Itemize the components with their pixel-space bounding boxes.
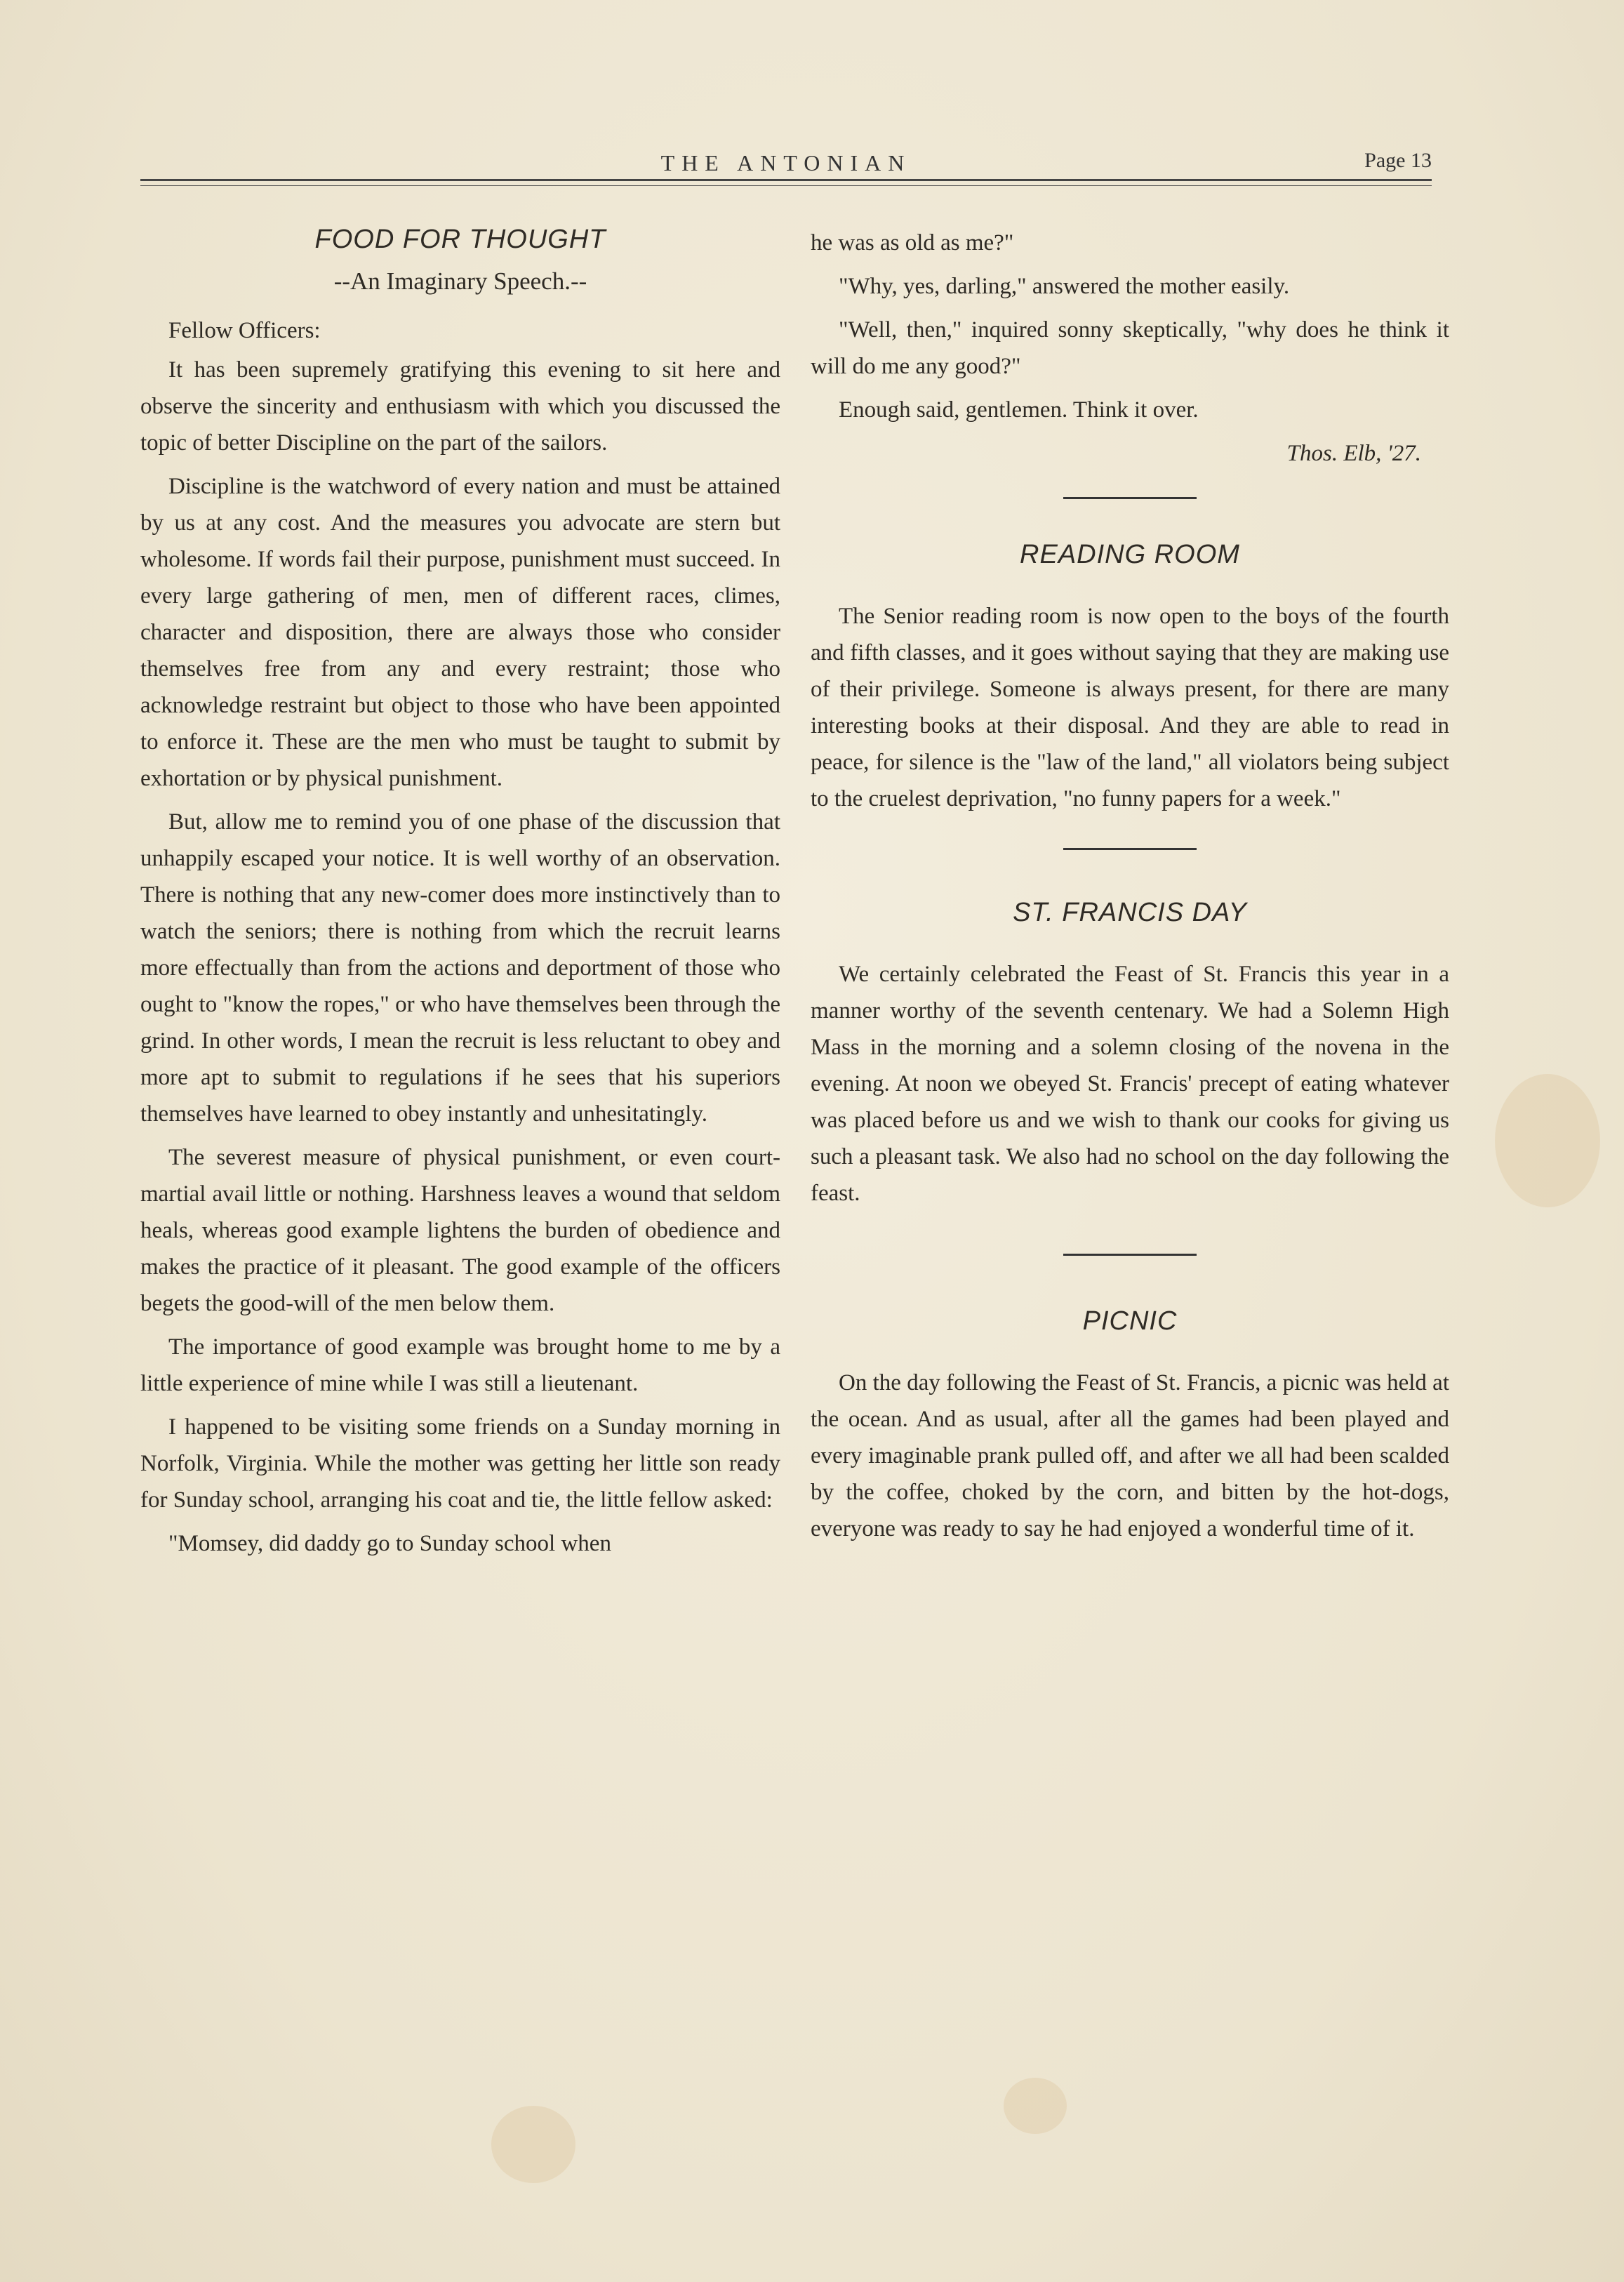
article-subtitle: --An Imaginary Speech.-- bbox=[333, 267, 587, 295]
header-rule bbox=[140, 179, 1432, 181]
article-title: FOOD FOR THOUGHT bbox=[314, 225, 606, 254]
page-number: Page 13 bbox=[1364, 149, 1432, 172]
running-header bbox=[140, 147, 1432, 180]
paragraph: "Momsey, did daddy go to Sunday school when bbox=[168, 1531, 611, 1556]
paragraph: Enough said, gentlemen. Think it over. bbox=[839, 397, 1199, 423]
paragraph-continuation: he was as old as me?" bbox=[811, 230, 1014, 256]
paragraph: The severest measure of physical punishment, or even court-martial avail little or nothing. Harshness leaves a wound that seldom heals, whereas good example lightens the burden of obedience and makes the practice of it pleasant. The good example of the officers begets the good-will of the men below them. bbox=[140, 1145, 780, 1316]
paper-stain bbox=[1495, 1074, 1600, 1207]
left-column bbox=[140, 225, 780, 1569]
paragraph: "Why, yes, darling," answered the mother easily. bbox=[839, 274, 1290, 299]
header-rule-thin bbox=[140, 185, 1432, 186]
salutation: Fellow Officers: bbox=[168, 318, 321, 343]
section-divider bbox=[1063, 1254, 1197, 1256]
paragraph: On the day following the Feast of St. Francis, a picnic was held at the ocean. And as usual, after all the games had been played and every imaginable prank pulled off, and after we all had been scalded by the coffee, choked by the corn, and bitten by the hot-dogs, everyone was ready to say he had enjoyed a wonderful time of it. bbox=[811, 1370, 1449, 1541]
section-divider bbox=[1063, 497, 1197, 499]
paragraph: I happened to be visiting some friends on a Sunday morning in Norfolk, Virginia. While the mother was getting her little son ready for Sunday school, arranging his coat and tie, the little fellow asked: bbox=[140, 1414, 780, 1513]
paragraph: The importance of good example was brought home to me by a little experience of mine while I was still a lieutenant. bbox=[140, 1334, 780, 1396]
section-title: ST. FRANCIS DAY bbox=[1013, 898, 1247, 927]
paragraph: We certainly celebrated the Feast of St. Francis this year in a manner worthy of the seventh centenary. We had a Solemn High Mass in the morning and a solemn closing of the novena in the evening. At noon we obeyed St. Francis' precept of eating whatever was placed before us and we wish to thank our cooks for giving us such a pleasant task. We also had no school on the day following the feast. bbox=[811, 962, 1449, 1206]
paragraph: "Well, then," inquired sonny skeptically, "why does he think it will do me any good?" bbox=[811, 317, 1449, 379]
section-title: PICNIC bbox=[1082, 1306, 1178, 1336]
paragraph: But, allow me to remind you of one phase of the discussion that unhappily escaped your notice. It is well worthy of an observation. There is nothing that any new-comer does more instinctively than to watch the seniors; there is nothing from which the recruit learns more effectually than from the actions and deportment of those who ought to "know the ropes," or who have themselves been through the grind. In other words, I mean the recruit is less reluctant to obey and more apt to submit to regulations if he sees that his superiors themselves have learned to obey instantly and unhesitatingly. bbox=[140, 809, 780, 1127]
paper-stain bbox=[491, 2106, 575, 2183]
author-signature: Thos. Elb, '27. bbox=[1286, 441, 1421, 466]
section-title: READING ROOM bbox=[1020, 540, 1240, 569]
paragraph: The Senior reading room is now open to the boys of the fourth and fifth classes, and it goes without saying that they are making use of their privilege. Someone is always present, for there are many interesting books at their disposal. And they are able to read in peace, for silence is the "law of the land," all violators being subject to the cruelest deprivation, "no funny papers for a week." bbox=[811, 604, 1449, 811]
paragraph: It has been supremely gratifying this evening to sit here and observe the sincerity and enthusiasm with which you discussed the topic of better Discipline on the part of the sailors. bbox=[140, 357, 780, 456]
masthead: THE ANTONIAN bbox=[660, 150, 912, 175]
paper-stain bbox=[1004, 2078, 1067, 2134]
section-divider bbox=[1063, 848, 1197, 850]
right-column bbox=[811, 225, 1449, 1554]
paragraph: Discipline is the watchword of every nation and must be attained by us at any cost. And the measures you advocate are stern but wholesome. If words fail their purpose, punishment must succeed. In every large gathering of men, men of different races, climes, character and disposition, there are always those who consider themselves free from any and every restraint; those who acknowledge restraint but object to those who have been appointed to enforce it. These are the men who must be taught to submit by exhortation or by physical punishment. bbox=[140, 474, 780, 791]
